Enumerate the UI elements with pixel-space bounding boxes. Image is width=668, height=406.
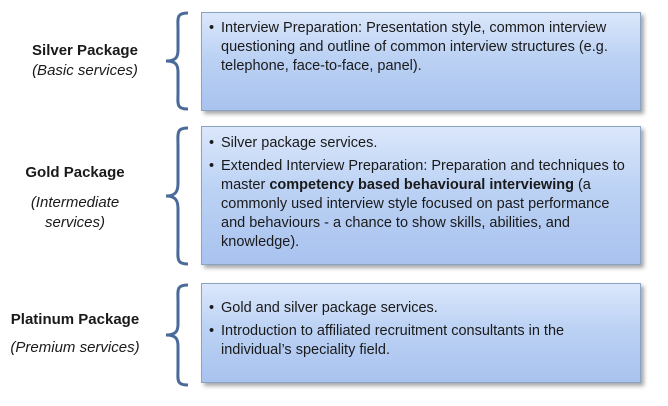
package-subtitle: (Premium services) xyxy=(10,339,140,356)
gold-package-label xyxy=(0,163,150,233)
silver-package-label xyxy=(10,41,160,81)
gold-package-box xyxy=(201,126,641,265)
item-text: (a commonly used interview style focused on past performance and behaviours - a chance to show skills, abilities, and knowledge). xyxy=(221,177,610,250)
list-item xyxy=(208,157,630,252)
gold-brace-icon xyxy=(158,125,194,267)
list-item xyxy=(208,299,630,318)
item-text: Extended Interview Preparation: Preparation and techniques to master xyxy=(221,158,625,193)
item-text: Silver package services. xyxy=(221,135,378,151)
list-item xyxy=(208,19,630,76)
platinum-services-list xyxy=(208,299,630,360)
package-name: Platinum Package xyxy=(10,311,140,328)
item-emphasis: competency based behavioural interviewing xyxy=(269,177,574,193)
package-name: Silver Package xyxy=(32,42,138,59)
platinum-package-box xyxy=(201,283,641,383)
item-text: Interview Preparation: Presentation style, common interview questioning and outline of common interview structures (e.g. telephone, face-to-face, panel). xyxy=(221,20,608,74)
list-item xyxy=(208,322,630,360)
package-subtitle: (Basic services) xyxy=(32,62,138,79)
silver-services-list xyxy=(208,19,630,76)
list-item xyxy=(208,134,630,153)
platinum-package-label xyxy=(0,310,150,358)
silver-package-box xyxy=(201,12,641,111)
platinum-brace-icon xyxy=(158,282,194,388)
package-subtitle: (Intermediate services) xyxy=(30,194,120,231)
package-name: Gold Package xyxy=(25,164,125,181)
item-text: Introduction to affiliated recruitment consultants in the individual’s speciality field. xyxy=(221,323,565,358)
gold-services-list xyxy=(208,134,630,252)
silver-brace-icon xyxy=(158,10,194,112)
item-text: Gold and silver package services. xyxy=(221,300,438,316)
